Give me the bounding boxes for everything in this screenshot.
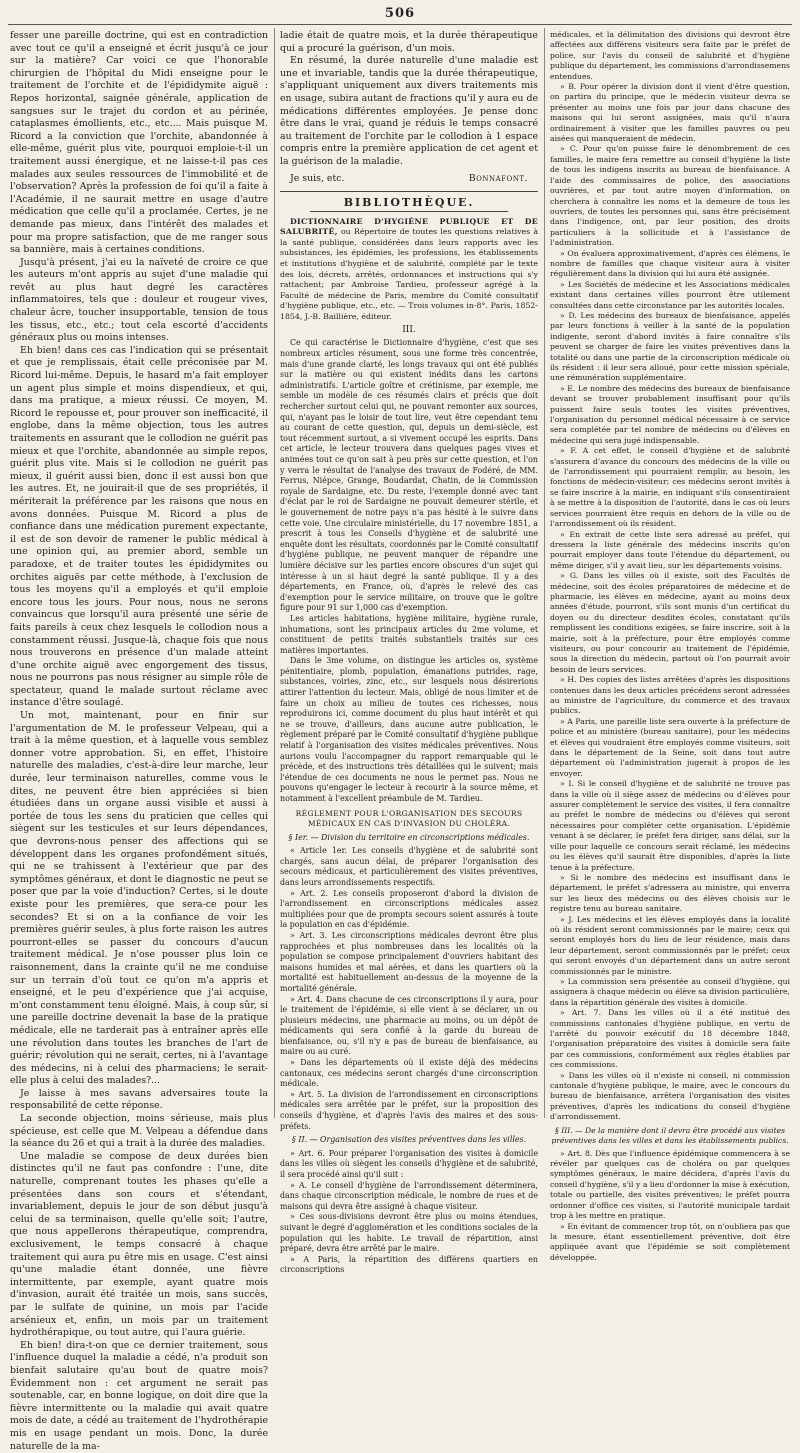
paragraph: Ce qui caractérise le Dictionnaire d'hygiène, c'est que ses nombreux articles résument, sous une forme très concentrée, mais d'une grande clarté, les longs travaux qui ont été publiés sur la matière ou qui existent inédits dans les cartons administratifs. L'article goître et crétinisme, par exemple, me semble un modèle de ces résumés clairs et précis que doit rechercher surtout celui qui, ne pouvant remonter aux sources, qui, n'ayant pas le loisir de tout lire, veut être cependant tenu au courant de cette question, qui, depuis un demi-siècle, est tout récemment surtout, a si vivement occupé les esprits. Dans cet article, le lecteur trouvera dans quelques pages vives et animées tout ce qu'on sait à peu près sur cette question, et l'on y verra le résultat de l'analyse des travaux de Fodéré, de MM. Ferrus, Niépce, Grange, Boudardat, Chatin, de la Commission royale de Sardaigne, etc. Du reste, l'exemple donné avec tant d'éclat par le roi de Sardaigne ne pouvait demeurer stérile, et le gouvernement de notre pays n'a pas hésité à le suivre dans cette voie. Une circulaire ministérielle, du 17 novembre 1851, a prescrit à tous les Conseils d'hygiène et de salubrité une enquête dont les résultats, coordonnés par le Comité consultatif d'hygiène publique, ne peuvent manquer de répandre une lumière décisive sur les parties encore obscures d'un sujet qui intéresse à un si haut degré la santé publique. Il y a des départements, en France, où, d'après le relevé des cas d'exemption pour le service militaire, on trouve que le goître figure pour 91 sur 1,000 cas d'exemption. <box>280 338 538 613</box>
paragraph: ladie était de quatre mois, et la durée thérapeutique qui a procuré la guérison, d'un mois. <box>280 30 538 54</box>
article: » Art. 5. La division de l'arrondissement en circonscriptions médicales sera arrêtée par le préfet, sur la proposition des conseils d'hygiène, et d'après l'avis des maires et des sous-préfets. <box>280 1089 538 1131</box>
paragraph: » Dans les villes où il n'existe ni conseil, ni commission cantonale d'hygiène publique, le maire, avec le concours du bureau de bienfaisance, arrêtera l'organisation des visites préventives, d'après les indications du conseil d'hygiène d'arrondissement. <box>550 1070 790 1122</box>
article: » Art. 6. Pour préparer l'organisation des visites à domicile dans les villes où siègent les conseils d'hygiène et de salubrité, il sera procédé ainsi qu'il suit : <box>280 1148 538 1179</box>
paragraph: » C. Pour qu'on puisse faire le dénombrement de ces familles, le maire fera remettre au conseil d'hygiène la liste de tous les indigens inscrits au bureau de bienfaisance. A l'aide des commissaires de police, des associations ouvrières, et par tout autre moyen d'information, on cherchera à connaître les noms et la demeure de tous les ouvriers, de toutes les personnes qui, sans être précisément dans l'indigence, ont, par leur position, des droits particuliers à la sollicitude et à l'assistance de l'administration. <box>550 144 790 248</box>
paragraph: » J. Les médecins et les élèves employés dans la localité où ils résident seront commissionnés par le maire; ceux qui seront employés hors du lieu de leur résidence, mais dans leur département, seront commissionnés par le préfet; ceux qui seront envoyés d'un département dans un autre seront commissionnés par le ministre. <box>550 914 790 976</box>
top-rule <box>8 24 792 25</box>
paragraph: Un mot, maintenant, pour en finir sur l'argumentation de M. le professeur Velpeau, qui a trait à la même question, et à laquelle vous semblez donner votre approbation. Si, en effet, l'histoire naturelle des maladies, c'est-à-dire leur marche, leur durée, leur terminaison naturelles, comme vous le dites, ne peuvent être bien appréciées si bien étudiées dans un organe aussi visible et aussi à portée de tous les sens du praticien que celles qui siègent sur les testicules et sur leurs dépendances, que devrons-nous penser des affections qui se développent dans les organes profondément situés, qui ne se trahissent à l'extérieur que par des symptômes généraux, et dont le diagnostic ne peut se poser que par la voie d'induction? Certes, si le doute existe pour les premières, que sera-ce pour les secondes? Et si on a la confiance de voir les premières guérir seules, à plus forte raison les autres pourront-elles se passer du concours d'aucun traitement médical. Je n'ose pousser plus loin ce raisonnement, dans la crainte qu'il ne me conduise sur un terrain d'où tout ce qu'on m'a appris et enseigné, et le peu d'expérience que j'ai acquise, m'ont constamment tenu éloigné. Mais, à coup sûr, si une pareille doctrine devenait la base de la pratique médicale, elle ne tarderait pas à entraîner après elle une révolution dans toutes les branches de l'art de guérir; révolution qui ne serait, certes, ni à l'avantage des médecins, ni à celui des pharmaciens; le serait-elle plus à celui des malades?... <box>10 710 268 1087</box>
subsection-heading: § Ier. — Division du territoire en circonscriptions médicales. <box>288 832 530 842</box>
paragraph: » Les Sociétés de médecine et les Associations médicales existant dans certaines villes pourront être utilement consultées dans cette circonstance par les autorités locales. <box>550 279 790 310</box>
closing-line: Je suis, etc. <box>290 172 345 184</box>
paragraph: » La commission sera présentée au conseil d'hygiène, qui assignera à chaque médecin ou élève sa division particulière, dans la répartition générale des visites à domicile. <box>550 976 790 1007</box>
article: » A. Le conseil d'hygiène de l'arrondissement déterminera, dans chaque circonscription médicale, le nombre de rues et de maisons qui devra être assigné à chaque visiteur. <box>280 1180 538 1211</box>
paragraph: Eh bien! dans ces cas l'indication qui se présentait et que je remplissais, était celle préconisée par M. Ricord lui-même. Depuis, le hasard m'a fait employer un agent plus simple et moins dispendieux, et qui, dans ma pratique, a mieux réussi. Ce moyen, M. Ricord le repousse et, pour prouver son inefficacité, il englobe, dans la même objection, tous les autres traitements en assurant que le collodion ne guérit pas mieux et que l'orchite, abandonnée au simple repos, guérit plus vite. Mais si le collodion ne guérit pas mieux, il guérit aussi bien, donc il est aussi bon que les autres. Et, ne jouirait-il que de ses propriétés, il mériterait la préférence par les raisons que nous en avons données. Puisque M. Ricord a plus de confiance dans une médication purement expectante, il est de son devoir de ramener le public médical à une opinion qui, au premier abord, semble un paradoxe, et de traiter toutes les épididymites ou orchites aiguës par cette méthode, à l'exclusion de tous les moyens qu'il a employés et qu'il emploie encore tous les jours. Pour nous, nous ne serons convaincus que lorsqu'il aura présenté une série de faits pareils à ceux chez lesquels le collodion nous a constamment réussi. Jusque-là, chaque fois que nous nous trouverons en présence d'un malade atteint d'une orchite aiguë avec engorgement des tissus, nous ne pourrons pas nous résigner au simple rôle de spectateur, quand le malade surtout réclame avec instance d'être soulagé. <box>10 344 268 709</box>
book-reference <box>280 217 538 323</box>
paragraph: Jusqu'à présent, j'ai eu la naïveté de croire ce que les auteurs m'ont appris au sujet d'une maladie qui revêt au plus haut degré les caractères inflammatoires, tels que : douleur et rougeur vives, chaleur âcre, toucher insupportable, tension de tous les tissus, etc., etc.; tout cela escorté d'accidents généraux plus ou moins intenses. <box>10 256 268 344</box>
paragraph: » D. Les médecins des bureaux de bienfaisance, appelés par leurs fonctions à veiller à la santé de la population indigente, seront d'abord invités à faire connaître s'ils peuvent se charger de faire les visites préventives dans la totalité ou dans une partie de la circonscription médicale où ils résident : il leur sera alloué, pour cette mission spéciale, une rémunération supplémentaire. <box>550 310 790 383</box>
paragraph: » A Paris, une pareille liste sera ouverte à la préfecture de police et au ministère (bureau sanitaire), pour les médecins et élèves qui voudraient être employés comme visiteurs, soit dans le département de la Seine, soit dans tout autre département où l'administration jugerait à propos de les envoyer. <box>550 716 790 778</box>
author-name: Bonnafont. <box>468 172 528 184</box>
paragraph: Les articles habitations, hygiène militaire, hygiène rurale, inhumations, sont les principaux articles du 2me volume, et constituent de petits traités substantiels traités sur ces matières importantes. <box>280 613 538 655</box>
article: » Art. 8. Dès que l'influence épidémique commencera à se révéler par quelques cas de choléra ou par quelques symptômes généraux, le maire décidera, d'après l'avis du conseil d'hygiène, s'il y a lieu d'ordonner la mise à exécution, totale ou partielle, des visites préventives; le préfet pourra ordonner d'office ces visites, si l'autorité municipale tardait trop à les mettre en pratique. <box>550 1148 790 1221</box>
paragraph: Une maladie se compose de deux durées bien distinctes qu'il ne faut pas confondre : l'une, dite naturelle, comprenant toutes les phases qu'elle a présentées dans son cours et s'étendant, invariablement, depuis le jour de son début jusqu'à celui de sa terminaison, quelle qu'elle soit; l'autre, que nous appellerons thérapeutique, comprendra, exclusivement, le temps consacré à chaque traitement qui aura pu être mis en usage. C'est ainsi qu'une maladie étant donnée, une fièvre intermittente, par exemple, ayant quatre mois d'invasion, aurait été traitée un mois, sans succès, par le sulfate de quinine, un mois par l'acide arsénieux et, enfin, un mois par un traitement hydrothérapique, ou tout autre, qui l'aura guérie. <box>10 1150 268 1339</box>
paragraph: » E. Le nombre des médecins des bureaux de bienfaisance devant se trouver probablement insuffisant pour qu'ils puissent faire seuls toutes les visites préventives, l'organisation du personnel médical nécessaire à ce service sera complétée par tel nombre de médecins ou d'élèves en médecine qui sera jugé indispensable. <box>550 383 790 445</box>
letter-signature <box>280 172 538 185</box>
article: » Art. 3. Les circonscriptions médicales devront être plus rapprochées et plus nombreuses dans les localités où la population se compose principalement d'ouvriers habitant des maisons humides et mal aérées, et dans les quartiers où la mortalité est habituellement au-dessus de la moyenne de la mortalité générale. <box>280 930 538 993</box>
paragraph: » B. Pour opérer la division dont il vient d'être question, on partira du principe, que le médecin visiteur devra se présenter au moins une fois par jour dans chacune des maisons qui lui seront assignées, mais qu'il n'aura ordinairement à visiter que les familles pauvres ou peu aisées qui manqueraient de médecin. <box>550 82 790 144</box>
article: » Dans les départements où il existe déjà des médecins cantonaux, ces médecins seront chargés d'une circonscription médicale. <box>280 1058 538 1089</box>
article: » En évitant de commencer trop tôt, on n'oubliera pas que la mesure, étant essentiellement préventive, doit être appliquée avant que l'épidémie se soit complètement développée. <box>550 1221 790 1262</box>
section-divider <box>280 191 538 192</box>
part-number: III. <box>402 325 416 336</box>
paragraph: » En extrait de cette liste sera adressé au préfet, qui dressera la liste générale des médecins inscrits qu'on pourrait employer dans toute l'étendue du département, ou même diriger, s'il y avait lieu, sur les départements voisins. <box>550 529 790 570</box>
paragraph: » G. Dans les villes où il existe, soit des Facultés de médecine, soit des écoles préparatoires de médecine et de pharmacie, les élèves en médecine, ayant au moins deux années d'étude, pourront, s'ils sont munis d'un certificat du doyen ou du directeur desdites écoles, constatant qu'ils remplissent les conditions exigées, se faire inscrire, soit à la mairie, soit à la préfecture, pour être employés comme visiteurs, ou pour concourir au traitement de l'épidémie, sous la direction du médecin, partout où l'on pourrait avoir besoin de leurs services. <box>550 571 790 674</box>
paragraph: La seconde objection, moins sérieuse, mais plus spécieuse, est celle que M. Velpeau a défendue dans la séance du 26 et qui a trait à la durée des maladies. <box>10 1113 268 1150</box>
column-separator <box>544 28 545 1118</box>
book-description: ou Répertoire de toutes les questions relatives à la santé publique, considérées dans leurs rapports avec les subsistances, les épidémies, les professions, les établissements et institutions d'hygiène et de salubrité, complété par le texte des lois, décrets, arrêtés, ordonnances et instructions qui s'y rattachent; par Ambroise Tardieu, professeur agrégé à la Faculté de médecine de Paris, membre du Comité consultatif d'hygiène publique, etc., etc. — Trois volumes in-8°. Paris, 1852-1854, J.-B. Baillière, éditeur. <box>280 227 539 321</box>
paragraph: » I. Si le conseil d'hygiène et de salubrité ne trouve pas dans la ville où il siège assez de médecins ou d'élèves pour assurer complètement le service des visites, il fera connaître au préfet le nombre de médecins ou d'élèves qui seront nécessaires pour compléter cette organisation. L'épidémie venant à se déclarer, le préfet fera diriger, sans délai, sur la ville pour laquelle ce concours serait réclamé, les médecins ou les élèves qu'il saurait être disponibles, d'après la liste tenue à la préfecture. <box>550 779 790 872</box>
paragraph: fesser une pareille doctrine, qui est en contradiction avec tout ce qu'il a enseigné et écrit jusqu'à ce jour sur la matière? Car voici ce que l'honorable chirurgien de l'hôpital du Midi enseigne pour le traitement de l'orchite et de l'épididymite aiguë : Repos horizontal, saignée générale, application de sangsues sur le trajet du cordon et au périnée, cataplasmes émollients, etc., etc.... Mais puisque M. Ricord a la conviction que l'orchite, abandonnée à elle-même, guérit plus vite, pourquoi emploie-t-il un traitement aussi énergique, et ne laisse-t-il pas ces malades aux seules ressources de l'immobilité et de l'observation? Après la profession de foi qu'il a faite à l'Académie, il ne saurait mettre en usage d'autre médication que celle qu'il a proclamée. Certes, je ne demande pas mieux, dans l'intérêt des malades et pour ma propre satisfaction, que de me ranger sous sa bannière, mais à certaines conditions. <box>10 30 268 256</box>
column-separator <box>274 28 275 1118</box>
subsection-heading: § II. — Organisation des visites préventives dans les villes. <box>291 1135 527 1145</box>
paragraph: En résumé, la durée naturelle d'une maladie est une et invariable, tandis que la durée thérapeutique, s'appliquant uniquement aux divers traitements mis en usage, subira autant de fractions qu'il y aura eu de médications différentes employées. Je pense donc être dans le vrai, quand je réduis le temps consacré au traitement de l'orchite par le collodion à 1 espace compris entre la première application de cet agent et la guérison de la maladie. <box>280 55 538 167</box>
paragraph: Dans le 3me volume, on distingue les articles os, système pénitentiaire, plomb, population, émanations putrides, rage, substances, voiries, zinc, etc., sur lesquels nous désirerions attirer l'attention du lecteur. Mais, obligé de nous limiter et de faire un choix au milieu de toutes ces richesses, nous reproduirons ici, comme document du plus haut intérêt et qui ne se trouve, d'ailleurs, dans aucune autre publication, le règlement préparé par le Comité consultatif d'hygiène publique relatif à l'organisation des visites médicales préventives. Nous aurions voulu l'accompagner du rapport remarquable qui le précède, et des instructions très détaillées qui le suivent; mais l'étendue de ces documents ne nous le permet pas. Nous ne pouvons qu'engager le lecteur à recourir à la source même, et notamment à l'excellent préambule de M. Tardieu. <box>280 656 538 803</box>
book-title: DICTIONNAIRE D'HYGIÈNE PUBLIQUE ET DE SALUBRITÉ, <box>280 216 538 237</box>
paragraph: » Si le nombre des médecins est insuffisant dans le département, le préfet s'adressera au ministre, qui enverra sur les lieux des médecins ou des élèves choisis sur le registre tenu au bureau sanitaire. <box>550 872 790 914</box>
column-left <box>10 30 268 1452</box>
subsection-heading: § III. — De la manière dont il devra être procédé aux visites préventives dans les villes et dans les établissements publics. <box>551 1125 789 1145</box>
paragraph: » F. A cet effet, le conseil d'hygiène et de salubrité s'assurera d'avance du concours des médecins de la ville ou de l'arrondissement qui pourraient remplir, au besoin, les fonctions de médecin-visiteur; ces médecins seront invités à se faire inscrire à la mairie, en indiquant s'ils consentiraient à se mettre à la disposition de l'autorité, dans le cas où leurs services pourraient être requis en dehors de la ville ou de l'arrondissement où ils résident. <box>550 446 790 529</box>
article: » Art. 2. Les conseils proposeront d'abord la division de l'arrondissement en circonscriptions médicales assez multipliées pour que de prompts secours soient assurés à toute la population en cas d'épidémie. <box>280 888 538 930</box>
paragraph: » H. Des copies des listes arrêtées d'après les dispositions contenues dans les deux articles précédens seront adressées au ministre de l'agriculture, du commerce et des travaux publics. <box>550 675 790 716</box>
paragraph: » On évaluera approximativement, d'après ces élémens, le nombre de familles que chaque visiteur aura à visiter régulièrement dans la division qui lui aura été assignée. <box>550 248 790 279</box>
section-title: BIBLIOTHÈQUE. <box>343 195 475 209</box>
page-number: 506 <box>384 6 416 21</box>
paragraph: » Art. 7. Dans les villes où il a été institué des commissions cantonales d'hygiène publique, en vertu de l'arrêté du pouvoir exécutif du 18 décembre 1848, l'organisation préparatoire des visites à domicile sera faite par ces commissions, conformément aux règles établies par ces commissions. <box>550 1008 790 1070</box>
article: » Ces sous-divisions devront être plus ou moins étendues, suivant le degré d'agglomération et les conditions sociales de la population qui les habite. Le travail de répartition, ainsi préparé, devra être arrêté par le maire. <box>280 1212 538 1254</box>
title-underline <box>310 211 508 212</box>
column-middle <box>280 30 539 1275</box>
article: « Article 1er. Les conseils d'hygiène et de salubrité sont chargés, sans aucun délai, de préparer l'organisation des secours médicaux, et particulièrement des visites préventives, dans leurs arrondissements respectifs. <box>280 846 538 887</box>
article: » A Paris, la répartition des différens quartiers en circonscriptions <box>280 1254 538 1275</box>
paragraph: Je laisse à mes savans adversaires toute la responsabilité de cette réponse. <box>10 1087 268 1112</box>
paragraph: médicales, et la délimitation des divisions qui devront être affectées aux différens visiteurs sera faite par le préfet de police, sur l'avis du conseil de salubrité et d'hygiène publique du département, les commissions d'arrondissemens entendues. <box>550 30 790 81</box>
article: » Art. 4. Dans chacune de ces circonscriptions il y aura, pour le traitement de l'épidémie, si elle vient à se déclarer, un ou plusieurs médecins, une pharmacie au moins, ou un dépôt de médicaments qui sera confié à la garde du bureau de bienfaisance, ou, s'il n'y a pas de bureau de bienfaisance, au maire ou au curé. <box>280 994 538 1057</box>
column-right <box>550 30 790 1262</box>
paragraph: Eh bien! dira-t-on que ce dernier traitement, sous l'influence duquel la maladie a cédé, n'a produit son bienfait salutaire qu'au bout de quatre mois? Évidemment non : cet argument ne serait pas soutenable, car, en bonne logique, on doit dire que la fièvre intermittente ou la maladie qui avait quatre mois de date, a cédé au traitement de l'hydrothérapie mis en usage pendant un mois. Donc, la durée naturelle de la ma- <box>10 1339 268 1452</box>
regulation-heading: RÈGLEMENT POUR L'ORGANISATION DES SECOURS MÉDICAUX EN CAS D'INVASION DU CHOLÉRA. <box>295 808 523 828</box>
